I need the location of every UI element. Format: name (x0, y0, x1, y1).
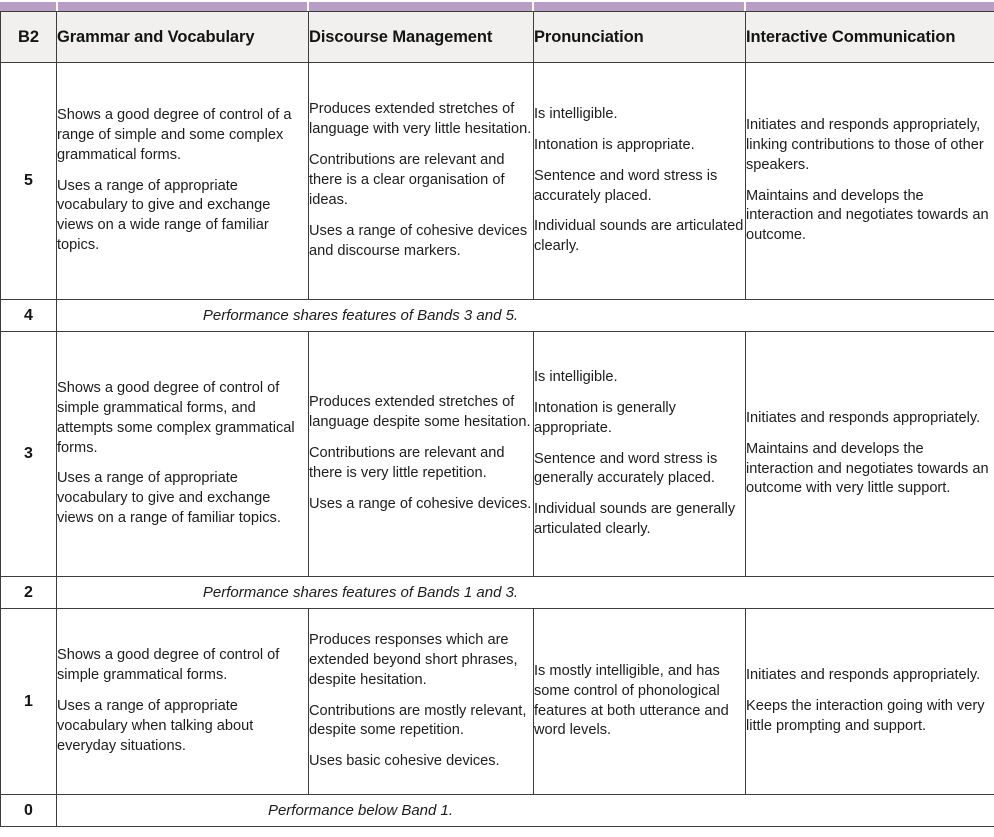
shared-descriptor-text: Performance shares features of Bands 1 and 3. (202, 584, 519, 601)
cell-grammar (57, 609, 309, 795)
column-header-pronunciation: Pronunciation (534, 12, 746, 63)
descriptor: Uses a range of appropriate vocabulary to give and exchange views on a wide range of familiar topics. (57, 177, 271, 254)
descriptor: Produces responses which are extended beyond short phrases, despite hesitation. (309, 631, 518, 688)
cell-discourse (309, 609, 534, 795)
descriptor: Produces extended stretches of language despite some hesitation. (309, 394, 531, 431)
table-row (1, 795, 994, 827)
table-header (1, 12, 994, 63)
accent-bar (0, 2, 994, 11)
column-header-grammar: Grammar and Vocabulary (57, 12, 309, 63)
descriptor: Produces extended stretches of language with very little hesitation. (309, 101, 532, 138)
band-label: 5 (1, 63, 57, 300)
accent-bar-gap (307, 2, 309, 11)
descriptor: Intonation is generally appropriate. (534, 399, 676, 436)
descriptor: Is intelligible. (534, 368, 618, 385)
cell-shared-descriptor (57, 300, 994, 332)
descriptor: Individual sounds are generally articulated clearly. (534, 501, 736, 538)
descriptor: Sentence and word stress is generally accurately placed. (534, 450, 718, 487)
shared-descriptor-text: Performance shares features of Bands 3 and 5. (202, 307, 519, 324)
descriptor: Uses basic cohesive devices. (309, 753, 500, 770)
descriptor: Maintains and develops the interaction and negotiates towards an outcome. (746, 187, 989, 244)
cell-discourse (309, 63, 534, 300)
descriptor: Is intelligible. (534, 105, 618, 122)
band-label: 4 (1, 300, 57, 332)
cell-discourse (309, 332, 534, 577)
accent-bar-gap (744, 2, 746, 11)
cell-pronunciation (534, 63, 746, 300)
descriptor: Initiates and responds appropriately, linking contributions to those of other speakers. (746, 116, 984, 173)
column-header-interactive: Interactive Communication (746, 12, 994, 63)
descriptor: Shows a good degree of control of simple grammatical forms. (57, 647, 280, 684)
descriptor: Uses a range of appropriate vocabulary when talking about everyday situations. (57, 698, 254, 754)
descriptor: Contributions are mostly relevant, despite some repetition. (309, 702, 527, 739)
descriptor: Initiates and responds appropriately. (746, 667, 981, 684)
shared-descriptor-text: Performance below Band 1. (267, 802, 454, 819)
cell-interactive (746, 63, 994, 300)
cell-grammar (57, 332, 309, 577)
descriptor: Initiates and responds appropriately. (746, 409, 981, 426)
accent-bar-gap (532, 2, 534, 11)
table-row (1, 577, 994, 609)
descriptor: Maintains and develops the interaction and negotiates towards an outcome with very little support. (746, 440, 989, 497)
column-header-discourse: Discourse Management (309, 12, 534, 63)
descriptor: Keeps the interaction going with very little prompting and support. (746, 698, 985, 734)
descriptor: Contributions are relevant and there is very little repetition. (309, 445, 505, 481)
descriptor: Individual sounds are articulated clearly. (534, 218, 744, 255)
table-body (1, 63, 994, 827)
table-row (1, 63, 994, 300)
descriptor: Intonation is appropriate. (534, 136, 695, 153)
assessment-scale-table (0, 11, 994, 827)
cell-interactive (746, 332, 994, 577)
band-label: 1 (1, 609, 57, 795)
descriptor: Is mostly intelligible, and has some control of phonological features at both utterance and word levels. (534, 662, 729, 739)
column-header-band: B2 (1, 12, 57, 63)
cell-pronunciation (534, 332, 746, 577)
cell-pronunciation (534, 609, 746, 795)
band-label: 0 (1, 795, 57, 827)
accent-bar-gap (56, 2, 58, 11)
cell-shared-descriptor (57, 795, 994, 827)
descriptor: Shows a good degree of control of simple grammatical forms, and attempts some complex grammatical forms. (57, 379, 295, 456)
descriptor: Uses a range of appropriate vocabulary to give and exchange views on a range of familiar topics. (57, 470, 281, 527)
descriptor: Shows a good degree of control of a range of simple and some complex grammatical forms. (57, 106, 292, 163)
band-label: 2 (1, 577, 57, 609)
descriptor: Uses a range of cohesive devices and discourse markers. (309, 222, 528, 259)
cell-grammar (57, 63, 309, 300)
descriptor: Sentence and word stress is accurately placed. (534, 167, 718, 204)
header-row (1, 12, 994, 63)
table-row (1, 609, 994, 795)
descriptor: Uses a range of cohesive devices. (309, 495, 532, 512)
table-row (1, 332, 994, 577)
table-row (1, 300, 994, 332)
descriptor: Contributions are relevant and there is a clear organisation of ideas. (309, 152, 505, 208)
cell-shared-descriptor (57, 577, 994, 609)
cell-interactive (746, 609, 994, 795)
band-label: 3 (1, 332, 57, 577)
